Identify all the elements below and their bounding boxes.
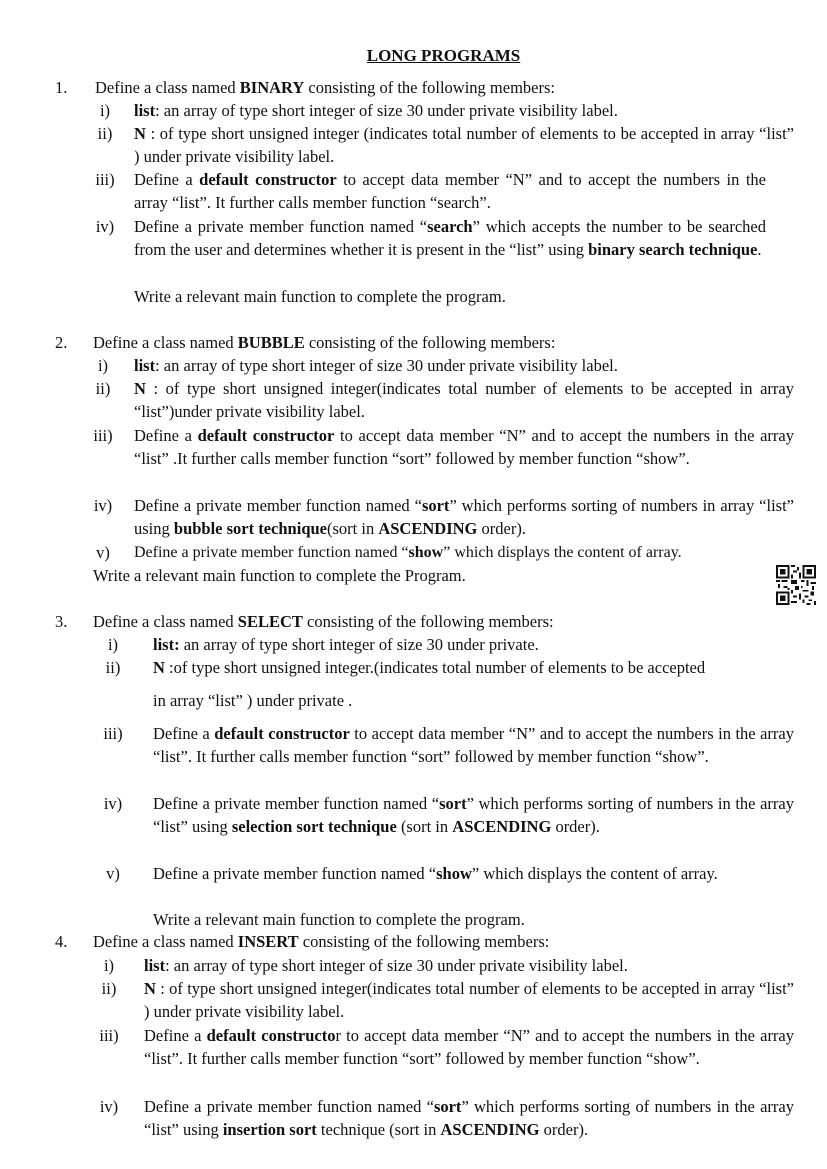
item-text-continued: in array “list” ) under private . xyxy=(153,691,353,710)
item-number: iii) xyxy=(93,426,113,445)
question-number: 2. xyxy=(55,333,68,352)
item-number: i) xyxy=(107,635,119,654)
closing-text: Write a relevant main function to complete the program. xyxy=(153,910,525,929)
item-text: Define a private member function named “sort” which performs sorting of numbers in the array “list” using insertion sort technique (sort in ASCENDING order). xyxy=(144,1097,794,1140)
item-number: iv) xyxy=(103,794,123,813)
page-title: LONG PROGRAMS xyxy=(366,46,521,65)
question-intro: Define a class named BUBBLE consisting of the following members: xyxy=(93,333,556,352)
qr-code-icon xyxy=(776,565,816,605)
item-number: iv) xyxy=(93,496,113,515)
item-number: ii) xyxy=(101,979,117,998)
item-number: ii) xyxy=(105,658,121,677)
item-text: list: an array of type short integer of size 30 under private visibility label. xyxy=(134,101,618,120)
item-number: v) xyxy=(106,864,120,883)
item-number: i) xyxy=(103,956,115,975)
question-number: 1. xyxy=(55,78,68,97)
item-text: Define a default constructor to accept data member “N” and to accept the numbers in the array “list” .It further calls member function “sort” followed by member function “show”. xyxy=(134,426,794,469)
item-number: iii) xyxy=(95,170,115,189)
item-text: N : of type short unsigned integer(indicates total number of elements to be accepted in array “list”)under private visibility label. xyxy=(134,379,794,422)
item-text: Define a private member function named “show” which displays the content of array. xyxy=(153,864,718,883)
item-number: ii) xyxy=(97,124,113,143)
item-text: Define a default constructor to accept data member “N” and to accept the numbers in the array “list”. It further calls member function “search”. xyxy=(134,170,767,213)
item-number: iii) xyxy=(99,1026,119,1045)
item-text: N : of type short unsigned integer (indicates total number of elements to be accepted in array “list” ) under private visibility label. xyxy=(134,124,794,167)
closing-text: Write a relevant main function to complete the Program. xyxy=(93,566,466,585)
item-number: ii) xyxy=(95,379,111,398)
item-text: Define a private member function named “search” which accepts the number to be searched from the user and determines whether it is present in the “list” using binary search technique. xyxy=(134,217,766,260)
item-text: Define a default constructor to accept data member “N” and to accept the numbers in the array “list”. It further calls member function “sort” followed by member function “show”. xyxy=(144,1026,795,1069)
item-text: Define a default constructor to accept data member “N” and to accept the numbers in the array “list”. It further calls member function “sort” followed by member function “show”. xyxy=(153,724,794,767)
item-number: i) xyxy=(97,356,109,375)
closing-text: Write a relevant main function to complete the program. xyxy=(134,287,506,306)
question-intro: Define a class named INSERT consisting of the following members: xyxy=(93,932,550,951)
item-number: iii) xyxy=(103,724,123,743)
item-number: v) xyxy=(96,543,110,562)
item-text: N :of type short unsigned integer.(indicates total number of elements to be accepted xyxy=(153,658,706,677)
question-number: 4. xyxy=(55,932,68,951)
item-number: iv) xyxy=(99,1097,119,1116)
item-text: N : of type short unsigned integer(indicates total number of elements to be accepted in array “list” ) under private visibility label. xyxy=(144,979,794,1022)
question-number: 3. xyxy=(55,612,68,631)
item-text: Define a private member function named “sort” which performs sorting of numbers in the array “list” using selection sort technique (sort in ASCENDING order). xyxy=(153,794,794,837)
item-text: list: an array of type short integer of size 30 under private. xyxy=(153,635,539,654)
question-intro: Define a class named BINARY consisting of the following members: xyxy=(95,78,555,97)
item-number: iv) xyxy=(95,217,115,236)
item-text: list: an array of type short integer of size 30 under private visibility label. xyxy=(144,956,628,975)
question-intro: Define a class named SELECT consisting of the following members: xyxy=(93,612,554,631)
item-text: Define a private member function named “sort” which performs sorting of numbers in array “list” using bubble sort technique(sort in ASCENDING order). xyxy=(134,496,794,539)
item-number: i) xyxy=(99,101,111,120)
item-text: list: an array of type short integer of size 30 under private visibility label. xyxy=(134,356,618,375)
item-text: Define a private member function named “show” which displays the content of array. xyxy=(134,544,682,561)
